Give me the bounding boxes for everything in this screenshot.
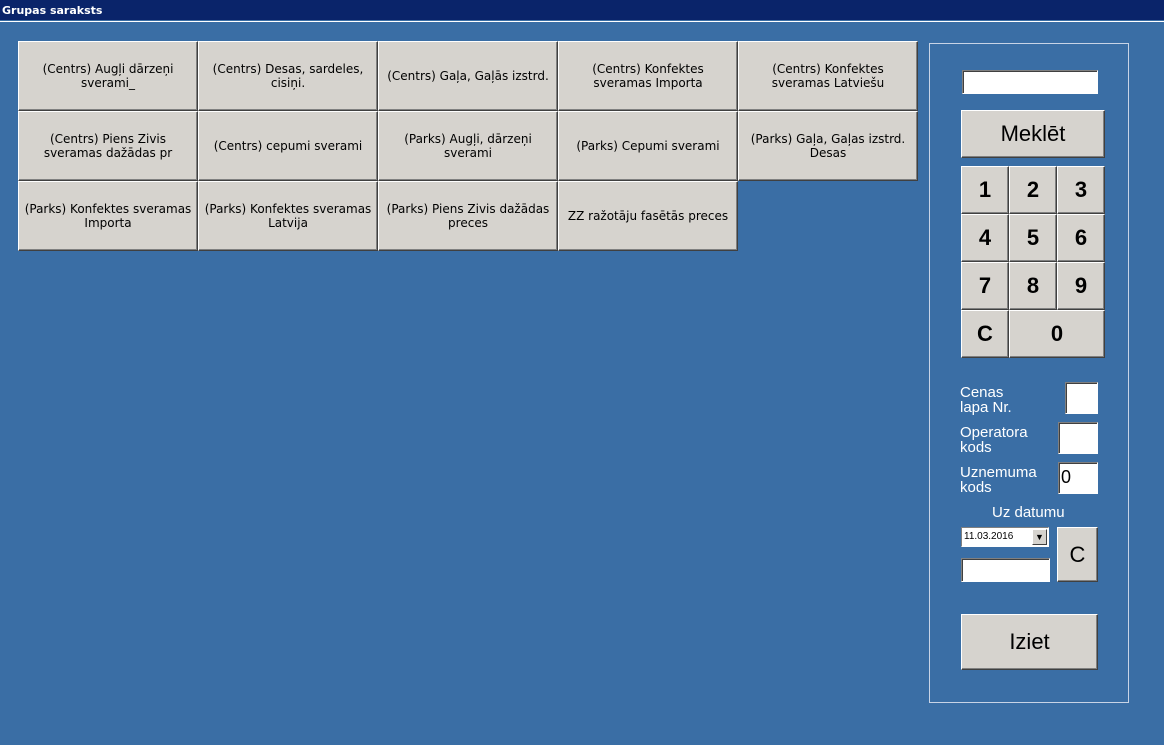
keypad-5-button[interactable]: 5: [1009, 214, 1057, 262]
date-text-input[interactable]: [961, 558, 1050, 582]
keypad-7-button[interactable]: 7: [961, 262, 1009, 310]
search-button[interactable]: Meklēt: [961, 110, 1105, 158]
company-code-label-line2: kods: [960, 479, 992, 496]
price-page-input[interactable]: [1065, 382, 1098, 414]
price-page-label: [960, 385, 1012, 415]
operator-code-input[interactable]: [1058, 422, 1098, 454]
group-button[interactable]: (Centrs) Konfektes sveramas Latviešu: [738, 41, 918, 111]
company-code-label-line1: Uznemuma: [960, 464, 1037, 481]
search-input[interactable]: [962, 70, 1098, 94]
group-button[interactable]: ZZ ražotāju fasētās preces: [558, 181, 738, 251]
keypad-3-button[interactable]: 3: [1057, 166, 1105, 214]
keypad-0-button[interactable]: 0: [1009, 310, 1105, 358]
price-page-label-line1: Cenas: [960, 384, 1004, 401]
keypad-1-button[interactable]: 1: [961, 166, 1009, 214]
exit-button[interactable]: Iziet: [961, 614, 1098, 670]
operator-code-label: [960, 425, 1028, 455]
group-button[interactable]: (Parks) Gaļa, Gaļas izstrd. Desas: [738, 111, 918, 181]
group-button[interactable]: (Parks) Piens Zivis dažādas preces: [378, 181, 558, 251]
group-button[interactable]: (Centrs) Desas, sardeles, cisiņi.: [198, 41, 378, 111]
group-button[interactable]: (Centrs) Piens Zivis sveramas dažādas pr: [18, 111, 198, 181]
date-clear-button[interactable]: C: [1057, 527, 1098, 582]
date-label: Uz datumu: [992, 504, 1065, 521]
keypad-8-button[interactable]: 8: [1009, 262, 1057, 310]
price-page-label-line2: lapa Nr.: [960, 399, 1012, 416]
company-code-label: [960, 465, 1037, 495]
keypad-6-button[interactable]: 6: [1057, 214, 1105, 262]
keypad-4-button[interactable]: 4: [961, 214, 1009, 262]
group-button[interactable]: (Centrs) Konfektes sveramas Importa: [558, 41, 738, 111]
keypad-9-button[interactable]: 9: [1057, 262, 1105, 310]
date-select-value: 11.03.2016: [964, 531, 1014, 542]
keypad-2-button[interactable]: 2: [1009, 166, 1057, 214]
keypad-clear-button[interactable]: C: [961, 310, 1009, 358]
window-title: Grupas saraksts: [0, 0, 1164, 20]
group-button[interactable]: (Parks) Cepumi sverami: [558, 111, 738, 181]
company-code-input[interactable]: 0: [1058, 462, 1098, 494]
group-button[interactable]: (Centrs) Gaļa, Gaļās izstrd.: [378, 41, 558, 111]
group-button[interactable]: (Parks) Augļi, dārzeņi sverami: [378, 111, 558, 181]
group-button[interactable]: (Parks) Konfektes sveramas Importa: [18, 181, 198, 251]
group-button[interactable]: (Centrs) Augļi dārzeņi sverami_: [18, 41, 198, 111]
group-button[interactable]: (Centrs) cepumi sverami: [198, 111, 378, 181]
operator-code-label-line1: Operatora: [960, 424, 1028, 441]
chevron-down-icon[interactable]: ▼: [1032, 529, 1047, 545]
group-button[interactable]: (Parks) Konfektes sveramas Latvija: [198, 181, 378, 251]
date-select[interactable]: [961, 527, 1049, 547]
operator-code-label-line2: kods: [960, 439, 992, 456]
